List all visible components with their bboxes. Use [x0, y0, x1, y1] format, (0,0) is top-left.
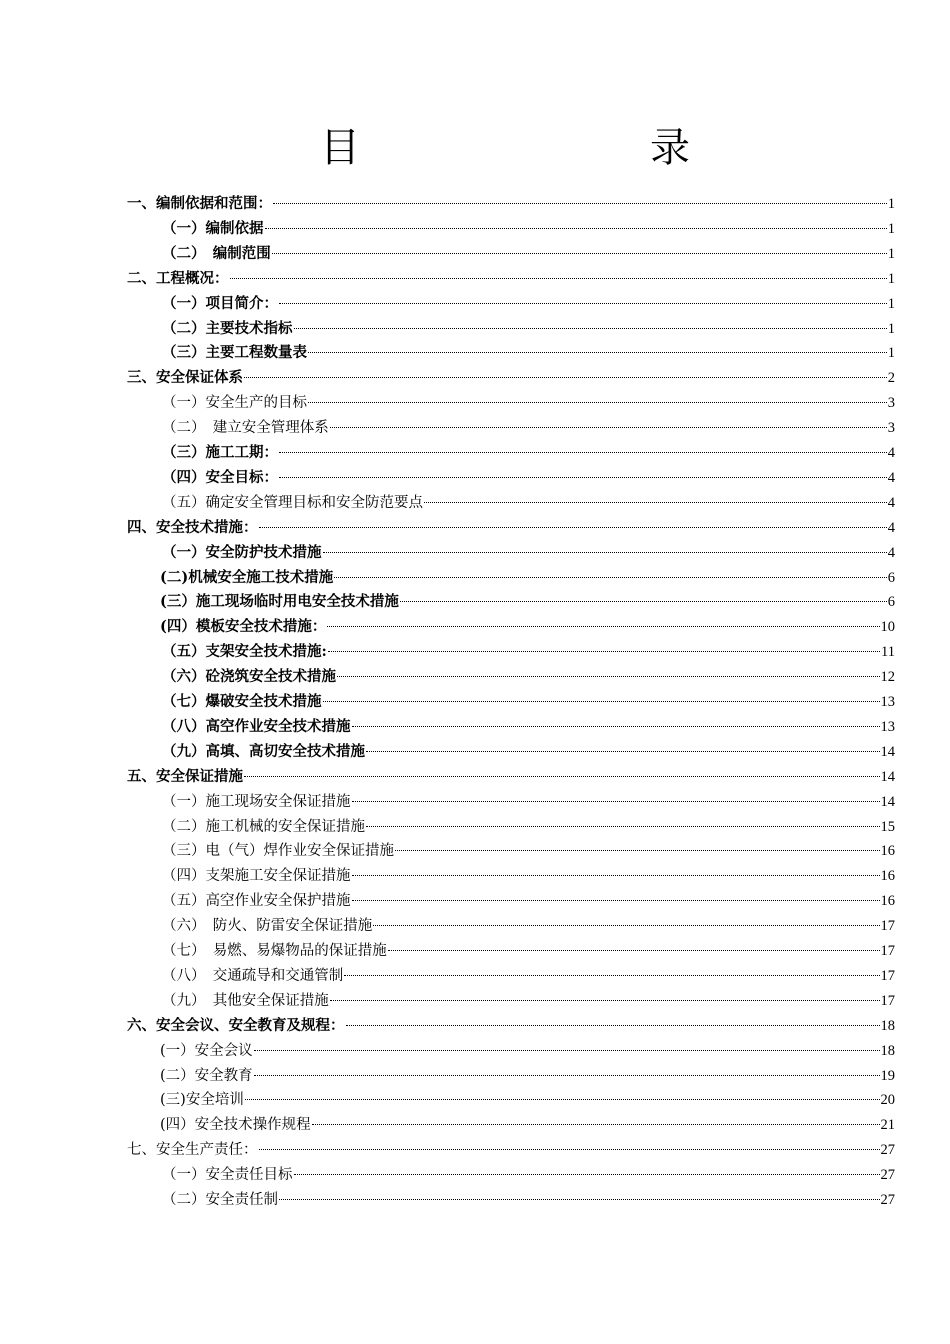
toc-entry-page-number: 13	[880, 718, 895, 735]
toc-entry[interactable]	[162, 1190, 895, 1210]
toc-entry-label: （三）电（气）焊作业安全保证措施	[162, 843, 394, 860]
toc-leader-dots	[337, 675, 880, 677]
toc-entry[interactable]	[127, 269, 895, 289]
toc-entry-label: （一）安全责任目标	[162, 1167, 293, 1184]
toc-entry-label: （五）确定安全管理目标和安全防范要点	[162, 494, 423, 511]
toc-leader-dots	[388, 949, 880, 951]
toc-entry-label: （二）施工机械的安全保证措施	[162, 818, 365, 835]
toc-leader-dots	[328, 650, 880, 652]
toc-entry-page-number: 4	[887, 445, 895, 461]
toc-entry-label: （一）安全生产的目标	[162, 395, 307, 412]
toc-leader-dots	[308, 351, 887, 353]
toc-leader-dots	[330, 426, 887, 428]
toc-leader-dots	[273, 202, 887, 204]
toc-entry-page-number: 17	[880, 992, 895, 1009]
toc-entry[interactable]	[160, 568, 895, 588]
toc-leader-dots	[294, 327, 887, 329]
toc-entry-label: （五）支架安全技术措施:	[162, 643, 327, 661]
toc-entry-label: （四）安全目标：	[162, 468, 278, 486]
toc-leader-dots	[244, 376, 887, 378]
toc-entry[interactable]	[162, 841, 895, 861]
toc-entry[interactable]	[162, 219, 895, 239]
toc-entry-page-number: 3	[887, 395, 895, 412]
toc-entry-label: (四）安全技术操作规程	[160, 1117, 311, 1134]
toc-entry-page-number: 27	[880, 1142, 895, 1159]
toc-leader-dots	[272, 252, 887, 254]
toc-leader-dots	[230, 277, 887, 279]
toc-leader-dots	[373, 924, 879, 926]
toc-entry-label: （二） 建立安全管理体系	[162, 420, 329, 437]
toc-entry[interactable]	[160, 1115, 895, 1135]
toc-entry-page-number: 21	[880, 1117, 895, 1134]
toc-entry[interactable]	[162, 891, 895, 911]
toc-entry-label: （六） 防火、防雷安全保证措施	[162, 918, 373, 935]
toc-entry[interactable]	[162, 244, 895, 264]
toc-entry[interactable]	[127, 368, 895, 388]
toc-leader-dots	[327, 625, 879, 627]
toc-entry[interactable]	[162, 468, 895, 488]
toc-entry[interactable]	[162, 1165, 895, 1185]
toc-entry[interactable]	[127, 767, 895, 787]
toc-leader-dots	[312, 1123, 880, 1125]
toc-entry[interactable]	[162, 817, 895, 837]
toc-entry-page-number: 1	[887, 245, 895, 262]
toc-leader-dots	[344, 974, 879, 976]
toc-entry-page-number: 1	[887, 345, 895, 362]
toc-entry-label: 四、安全技术措施：	[127, 518, 258, 536]
toc-entry-label: 七、安全生产责任：	[127, 1142, 258, 1159]
toc-entry-label: （九）高填、高切安全技术措施	[162, 742, 365, 760]
toc-entry[interactable]	[162, 991, 895, 1011]
toc-leader-dots	[323, 551, 887, 553]
toc-entry[interactable]	[160, 617, 895, 637]
toc-entry-page-number: 4	[887, 519, 895, 536]
toc-entry-page-number: 6	[887, 594, 895, 611]
toc-entry-page-number: 16	[880, 843, 895, 860]
toc-entry[interactable]	[162, 343, 895, 363]
toc-entry-page-number: 4	[887, 494, 895, 511]
toc-entry-label: （七） 易燃、易爆物品的保证措施	[162, 943, 387, 959]
toc-entry[interactable]	[162, 941, 895, 961]
toc-entry-page-number: 27	[880, 1192, 895, 1208]
toc-entry[interactable]	[162, 667, 895, 687]
toc-entry-page-number: 6	[887, 569, 895, 586]
toc-entry[interactable]	[127, 1016, 895, 1036]
toc-leader-dots	[346, 1024, 880, 1026]
toc-leader-dots	[352, 725, 880, 727]
toc-entry[interactable]	[162, 294, 895, 314]
toc-entry-page-number: 18	[880, 1017, 895, 1034]
toc-leader-dots	[323, 700, 880, 702]
toc-entry[interactable]	[162, 543, 895, 563]
toc-entry-label: （九） 其他安全保证措施	[162, 992, 329, 1009]
toc-entry-page-number: 4	[887, 469, 895, 486]
toc-entry-page-number: 1	[887, 270, 895, 287]
toc-entry-label: （一）编制依据	[162, 219, 264, 237]
toc-entry-label: (三)安全培训	[160, 1092, 244, 1109]
toc-entry[interactable]	[127, 518, 895, 538]
toc-entry[interactable]	[162, 493, 895, 513]
toc-entry[interactable]	[160, 1041, 895, 1061]
toc-entry-page-number: 16	[880, 868, 895, 885]
toc-entry[interactable]	[162, 717, 895, 737]
toc-entry-page-number: 16	[880, 893, 895, 910]
toc-leader-dots	[352, 800, 880, 802]
toc-entry-page-number: 14	[880, 743, 895, 760]
toc-entry-page-number: 2	[887, 370, 895, 387]
toc-entry[interactable]	[162, 966, 895, 986]
toc-entry-label: （四）支架施工安全保证措施	[162, 868, 351, 885]
toc-entry-label: (二)机械安全施工技术措施	[160, 568, 334, 586]
toc-entry-label: （一）施工现场安全保证措施	[162, 793, 351, 810]
toc-leader-dots	[308, 401, 887, 403]
toc-entry-page-number: 1	[887, 295, 895, 312]
page-title: 目 录	[320, 125, 760, 171]
toc-entry-page-number: 14	[880, 768, 895, 785]
toc-entry-page-number: 14	[880, 793, 895, 810]
toc-entry-page-number: 1	[887, 196, 895, 212]
toc-leader-dots	[395, 849, 880, 851]
toc-entry-label: 六、安全会议、安全教育及规程：	[127, 1016, 345, 1034]
toc-leader-dots	[259, 526, 887, 528]
toc-leader-dots	[254, 1049, 880, 1051]
toc-entry-page-number: 10	[880, 619, 895, 636]
toc-entry-page-number: 12	[880, 669, 895, 686]
toc-leader-dots	[424, 501, 887, 503]
toc-leader-dots	[279, 476, 887, 478]
toc-entry-page-number: 1	[887, 320, 895, 337]
toc-entry-page-number: 1	[887, 220, 895, 237]
toc-entry-label: （一）项目简介：	[162, 294, 278, 312]
toc-leader-dots	[366, 825, 880, 827]
toc-leader-dots	[265, 227, 887, 229]
toc-entry[interactable]	[162, 792, 895, 812]
toc-leader-dots	[245, 1098, 880, 1100]
toc-entry[interactable]	[160, 592, 895, 612]
toc-entry-label: （三）施工工期：	[162, 444, 278, 461]
toc-entry-label: (二）安全教育	[160, 1067, 253, 1084]
toc-entry[interactable]	[162, 692, 895, 712]
toc-entry[interactable]	[160, 1090, 895, 1110]
toc-entry-label: （二） 编制范围	[162, 244, 271, 262]
toc-entry-page-number: 17	[880, 918, 895, 935]
toc-entry-label: (四）模板安全技术措施：	[160, 618, 327, 636]
toc-entry-label: 一、编制依据和范围：	[127, 195, 272, 212]
toc-entry-page-number: 11	[881, 644, 895, 661]
toc-entry-label: (一）安全会议	[160, 1042, 253, 1059]
toc-leader-dots	[366, 750, 880, 752]
toc-entry-label: （八） 交通疏导和交通管制	[162, 967, 344, 984]
toc-entry-label: （八）高空作业安全技术措施	[162, 717, 351, 735]
toc-leader-dots	[279, 302, 887, 304]
toc-entry[interactable]	[162, 642, 895, 662]
toc-leader-dots	[400, 600, 887, 602]
toc-entry[interactable]	[162, 742, 895, 762]
toc-entry[interactable]	[162, 866, 895, 886]
toc-entry-label: （七）爆破安全技术措施	[162, 693, 322, 710]
toc-leader-dots	[330, 999, 880, 1001]
toc-entry-label: （五）高空作业安全保护措施	[162, 893, 351, 910]
toc-leader-dots	[279, 1198, 880, 1200]
toc-leader-dots	[352, 899, 880, 901]
toc-entry-page-number: 3	[887, 420, 895, 437]
toc-entry-page-number: 13	[880, 694, 895, 710]
toc-entry-page-number: 15	[880, 818, 895, 835]
toc-entry-page-number: 27	[880, 1167, 895, 1184]
toc-entry-label: 三、安全保证体系	[127, 369, 243, 387]
toc-entry-page-number: 17	[880, 943, 895, 959]
toc-entry[interactable]	[162, 393, 895, 413]
toc-entry[interactable]	[127, 1140, 895, 1160]
toc-leader-dots	[259, 1148, 880, 1150]
toc-entry-page-number: 17	[880, 967, 895, 984]
toc-leader-dots	[244, 775, 880, 777]
toc-entry-label: （二）主要技术指标	[162, 319, 293, 337]
toc-entry-label: (三）施工现场临时用电安全技术措施	[160, 593, 399, 611]
toc-entry[interactable]	[162, 418, 895, 438]
toc-entry-page-number: 4	[887, 544, 895, 561]
toc-entry-label: （二）安全责任制	[162, 1192, 278, 1208]
toc-entry-label: （三）主要工程数量表	[162, 344, 307, 362]
toc-entry[interactable]	[162, 443, 895, 463]
toc-entry-label: 五、安全保证措施	[127, 767, 243, 785]
toc-entry-label: （六）砼浇筑安全技术措施	[162, 668, 336, 686]
toc-entry-label: 二、工程概况：	[127, 269, 229, 287]
toc-entry-page-number: 19	[880, 1067, 895, 1084]
toc-leader-dots	[279, 451, 887, 453]
toc-entry-page-number: 20	[880, 1092, 895, 1109]
toc-leader-dots	[294, 1173, 880, 1175]
toc-entry-label: （一）安全防护技术措施	[162, 543, 322, 561]
toc-entry[interactable]	[162, 916, 895, 936]
toc-entry[interactable]	[162, 319, 895, 339]
toc-leader-dots	[254, 1074, 880, 1076]
toc-leader-dots	[334, 576, 887, 578]
toc-entry[interactable]	[127, 194, 895, 214]
toc-entry-page-number: 18	[880, 1042, 895, 1059]
toc-leader-dots	[352, 874, 880, 876]
toc-entry[interactable]	[160, 1066, 895, 1086]
